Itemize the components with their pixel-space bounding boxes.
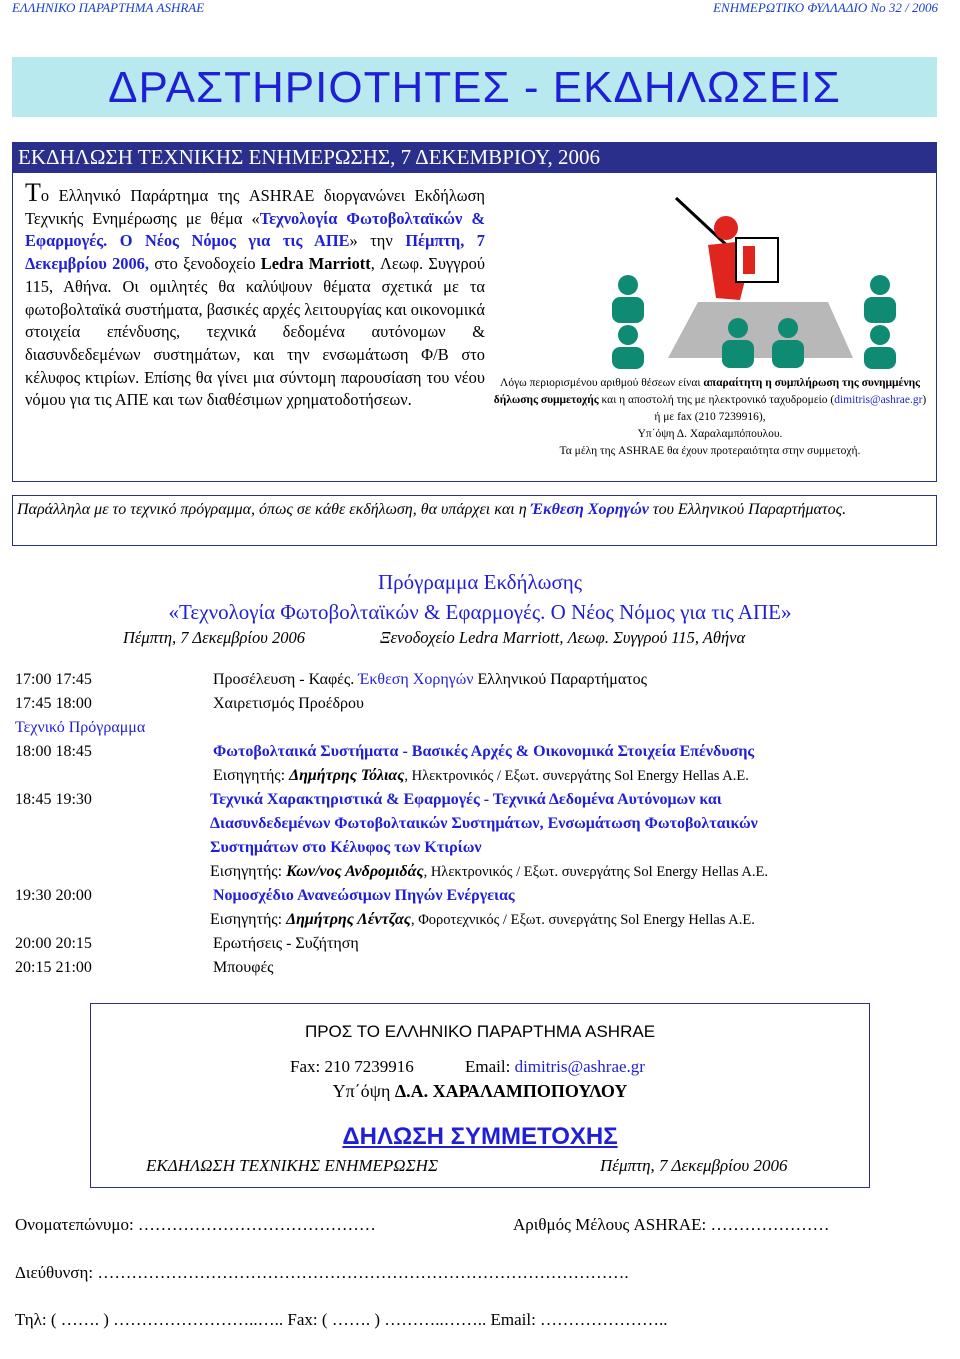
- form-email: [465, 1057, 645, 1077]
- attn-name: Δ.Α. ΧΑΡΑΛΑΜΠΟΠΟΥΛΟΥ: [394, 1081, 628, 1101]
- intro-text: ο Ελληνικό Παράρτημα της ASHRAE διοργανώνει Εκδήλωση Τεχνικής Ενημέρωσης με θέμα «: [25, 186, 485, 228]
- time-slot: 20:15 21:00: [15, 959, 92, 976]
- form-fax: Fax: 210 7239916: [290, 1057, 414, 1076]
- activity: [213, 670, 913, 690]
- speaker-name: Δημήτρης Τόλιας: [289, 767, 405, 784]
- notice-text: και η αποστολή της με ηλεκτρονικό ταχυδρομείο (: [598, 394, 835, 406]
- speaker: [210, 910, 910, 930]
- header-right: ΕΝΗΜΕΡΩΤΙΚΟ ΦΥΛΛΑΔΙΟ Νο 32 / 2006: [713, 0, 938, 15]
- talk-title: Φωτοβολταικά Συστήματα - Βασικές Αρχές & Οικονομικά Στοιχεία Επένδυσης: [213, 743, 755, 760]
- speaker-label: Εισηγητής:: [210, 863, 287, 880]
- notice-fax: ή με fax (210 7239916),: [654, 411, 766, 423]
- program-venue: Ξενοδοχείο Ledra Marriott, Λεωφ. Συγγρού 115, Αθήνα: [380, 628, 746, 647]
- email-label: Email:: [465, 1057, 515, 1076]
- form-attn: [90, 1081, 870, 1102]
- board-mark: [743, 246, 755, 274]
- time-slot: 19:30 20:00: [15, 887, 92, 904]
- notice-text: Λόγω περιορισμένου αριθμού θέσεων είναι: [500, 377, 704, 389]
- attn-label: Υπ΄όψη: [332, 1081, 395, 1101]
- sponsor-exhibition: Έκθεση Χορηγών: [530, 501, 649, 518]
- speaker: [213, 766, 913, 786]
- activity: Χαιρετισμός Προέδρου: [213, 695, 364, 712]
- intro-venue: Ledra Marriott: [260, 254, 371, 274]
- intro-text: , Λεωφ. Συγγρού 115, Αθήνα. Οι ομιλητές θα καλύψουν θέματα σχετικά με τα φωτοβολταϊκά συστήματα, βασικές αρχές λειτουργίας και οικονομικά στοιχεία επένδυσης, τεχνικά δεδομένα αυτόνομων & διασυνδεδεμένων συστημάτων, και την ενσωμάτωση Φ/Β στο κέλυφος κτιρίων. Επίσης θα γίνει μια σύντομη παρουσίαση του νέου νόμου για τις ΑΠΕ και των διαθέσιμων χρηματοδοτήσεων.: [25, 254, 485, 410]
- form-subtitle: ΕΚΔΗΛΩΣΗ ΤΕΧΝΙΚΗΣ ΕΝΗΜΕΡΩΣΗΣ: [146, 1156, 439, 1175]
- intro-topic: Τεχνολογία Φωτοβολταϊκών & Εφαρμογές. Ο Νέος Νόμος για τις ΑΠΕ: [25, 208, 485, 251]
- time-slot: 18:45 19:30: [15, 791, 92, 808]
- talk-title: Νομοσχέδιο Ανανεώσιμων Πηγών Ενέργειας: [213, 887, 515, 904]
- contact-fields[interactable]: Τηλ: ( ……. ) ……………………..….. Fax: ( ……. ) ………..…….. Email: …………………..: [15, 1310, 668, 1329]
- intro-text: στο ξενοδοχείο: [148, 254, 261, 274]
- form-email-link[interactable]: dimitris@ashrae.gr: [514, 1057, 645, 1076]
- program-title: Πρόγραμμα Εκδήλωσης: [377, 570, 583, 594]
- speaker-label: Εισηγητής:: [210, 911, 287, 928]
- speaker-label: Εισηγητής:: [213, 767, 290, 784]
- activity-text: Ελληνικού Παραρτήματος: [473, 671, 648, 688]
- section-banner: ΔΡΑΣΤΗΡΙΟΤΗΤΕΣ - ΕΚΔΗΛΩΣΕΙΣ: [12, 57, 937, 117]
- presentation-illustration: [588, 190, 928, 370]
- speaker: [210, 862, 910, 882]
- time-slot: 17:45 18:00: [15, 695, 92, 712]
- table-shape: [668, 302, 853, 358]
- speaker-affiliation: , Ηλεκτρονικός / Εξωτ. συνεργάτης Sol Energy Hellas A.E.: [404, 768, 749, 784]
- registration-notice: [490, 375, 930, 460]
- speaker-name: Κων/νος Ανδρομιδάς: [286, 863, 424, 880]
- speaker-affiliation: , Ηλεκτρονικός / Εξωτ. συνεργάτης Sol Energy Hellas A.E.: [423, 864, 769, 880]
- activity: Μπουφές: [213, 959, 274, 976]
- form-date: Πέμπτη, 7 Δεκεμβρίου 2006: [600, 1156, 788, 1175]
- program-date: Πέμπτη, 7 Δεκεμβρίου 2006: [123, 628, 305, 647]
- notice-members: Τα μέλη της ASHRAE θα έχουν προτεραιότητα στην συμμετοχή.: [559, 445, 861, 457]
- intro-date: Πέμπτη, 7 Δεκεμβρίου 2006,: [25, 231, 486, 274]
- notice-text: ): [922, 394, 927, 406]
- notice-email-link[interactable]: dimitris@ashrae.gr: [834, 394, 923, 406]
- intro-text: » την: [349, 231, 406, 251]
- speaker-affiliation: , Φοροτεχνικός / Εξωτ. συνεργάτης Sol Energy Hellas A.E.: [410, 912, 755, 928]
- notice-attn: Υπ΄όψη Δ. Χαραλαμπόπουλου.: [637, 428, 783, 440]
- talk-title: Διασυνδεδεμένων Φωτοβολταικών Συστημάτων, Ενσωμάτωση Φωτοβολταικών: [210, 815, 758, 832]
- activity: Ερωτήσεις - Συζήτηση: [213, 935, 359, 952]
- notice-emphasis: απαραίτητη η συμπλήρωση της συνημμένης δήλωσης συμμετοχής: [493, 377, 920, 406]
- speaker-name: Δημήτρης Λέντζας: [286, 911, 411, 928]
- form-title: ΔΗΛΩΣΗ ΣΥΜΜΕΤΟΧΗΣ: [342, 1123, 618, 1150]
- name-field[interactable]: Ονοματεπώνυμο: ……………………………………: [15, 1215, 376, 1234]
- form-recipient: ΠΡΟΣ ΤΟ ΕΛΛΗΝΙΚΟ ΠΑΡΑΡΤΗΜΑ ASHRAE: [304, 1022, 656, 1041]
- activity-text: Προσέλευση - Καφές.: [213, 671, 359, 688]
- sponsor-text: του Ελληνικού Παραρτήματος.: [648, 501, 847, 518]
- time-slot: 17:00 17:45: [15, 671, 92, 688]
- presenter-head: [714, 216, 738, 240]
- talk-title: Τεχνικά Χαρακτηριστικά & Εφαρμογές - Τεχνικά Δεδομένα Αυτόνομων και: [210, 791, 722, 808]
- dropcap: Τ: [25, 178, 41, 207]
- event-title: ΕΚΔΗΛΩΣΗ ΤΕΧΝΙΚΗΣ ΕΝΗΜΕΡΩΣΗΣ, 7 ΔΕΚΕΜΒΡΙΟΥ, 2006: [12, 142, 937, 172]
- activity-exhibition: Έκθεση Χορηγών: [358, 671, 474, 688]
- tech-program-label: Τεχνικό Πρόγραμμα: [15, 719, 146, 736]
- member-number-field[interactable]: Αριθμός Μέλους ASHRAE: …………………: [513, 1215, 830, 1234]
- event-intro: [25, 178, 486, 412]
- sponsor-note: [12, 495, 937, 546]
- program-subtitle: «Τεχνολογία Φωτοβολταϊκών & Εφαρμογές. Ο Νέος Νόμος για τις ΑΠΕ»: [168, 600, 792, 624]
- talk-title: Συστημάτων στο Κέλυφος των Κτιρίων: [210, 839, 482, 856]
- presenter-board: [736, 238, 778, 282]
- sponsor-text: Παράλληλα με το τεχνικό πρόγραμμα, όπως σε κάθε εκδήλωση, θα υπάρχει και η: [17, 501, 531, 518]
- address-field[interactable]: Διεύθυνση: ………………………………………………………………………………….: [15, 1263, 629, 1282]
- time-slot: 18:00 18:45: [15, 743, 92, 760]
- header-left: ΕΛΛΗΝΙΚΟ ΠΑΡΑΡΤΗΜΑ ASHRAE: [12, 0, 205, 15]
- time-slot: 20:00 20:15: [15, 935, 92, 952]
